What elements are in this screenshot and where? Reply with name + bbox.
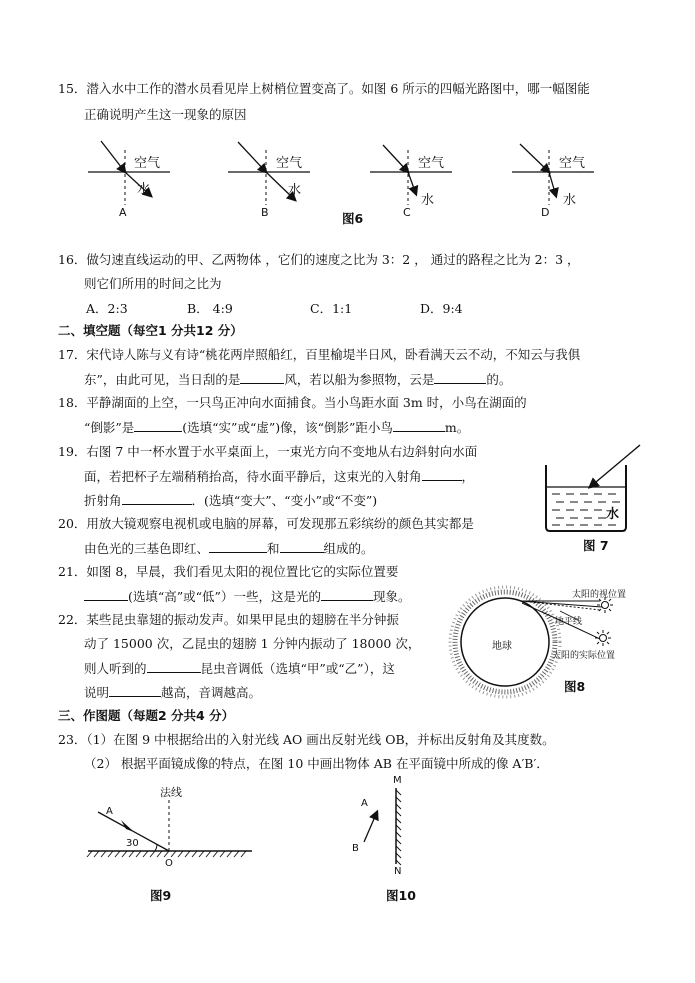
fig10-point-b: B <box>352 843 359 854</box>
q16-line2: 则它们所用的时间之比为 <box>84 276 222 291</box>
q17-text-b: 风，若以船为参照物，云是 <box>284 372 435 387</box>
q23-line2: （2） 根据平面镜成像的特点，在图 10 中画出物体 AB 在平面镜中所成的像 A′B′． <box>84 756 549 771</box>
q19-line1: 19．右图 7 中一杯水置于水平桌面上，一束光方向不变地从右边斜射向水面 <box>58 444 478 459</box>
q18-text-b: (选填“实”或“虚”)像，该“倒影”距小鸟 <box>182 420 393 435</box>
fig6-c-water: 水 <box>421 193 435 208</box>
fig9-caption: 图9 <box>150 888 172 903</box>
q20-text-c: 组成的。 <box>323 541 374 556</box>
section-2-heading: 二、填空题（每空1 分共12 分） <box>58 323 243 338</box>
fig6-b-water: 水 <box>288 183 302 198</box>
fig6-a-air: 空气 <box>134 156 161 171</box>
fig8-earth-label: 地球 <box>492 641 512 652</box>
q17-text-c: 的。 <box>486 372 512 387</box>
fig6-d-label: D <box>541 206 550 219</box>
q23-line1: 23．（1）在图 9 中根据给出的入射光线 AO 画出反射光线 OB，并标出反射角及其度数。 <box>58 732 555 747</box>
q16-option-c: C．1:1 <box>310 301 353 316</box>
q19-text-c: 折射角 <box>84 493 122 508</box>
q22-text-b: 昆虫音调低（选填“甲”或“乙”），这 <box>200 661 395 676</box>
q19-text-d: ．(选填“变大”、“变小”或“不变”) <box>191 493 378 508</box>
q16-option-d: D．9:4 <box>420 301 463 316</box>
q18-text-a: “倒影”是 <box>84 420 135 435</box>
q16-option-b: B． 4:9 <box>187 301 233 316</box>
fig6-b-label: B <box>261 206 269 219</box>
fig6-d-water: 水 <box>563 193 577 208</box>
fig10-caption: 图10 <box>386 888 416 903</box>
q16-option-a: A．2:3 <box>86 301 128 316</box>
q22-text-a: 则人听到的 <box>84 661 147 676</box>
q15-line2: 正确说明产生这一现象的原因 <box>84 107 247 122</box>
fig8-apparent-label: 太阳的视位置 <box>572 590 627 600</box>
fig8-horizon-label: 地平线 <box>555 617 583 627</box>
fig8-caption: 图8 <box>564 679 586 694</box>
fig6-d-air: 空气 <box>559 156 586 171</box>
q22-line2: 动了 15000 次，乙昆虫的翅膀 1 分钟内振动了 18000 次， <box>84 636 421 651</box>
q16-line1: 16．做匀速直线运动的甲、乙两物体 ，它们的速度之比为 3：2 ， 通过的路程之比为 2：3 ， <box>58 252 580 267</box>
q18-line1: 18．平静湖面的上空，一只鸟正冲向水面捕食。当小鸟距水面 3m 时，小鸟在湖面的 <box>58 395 527 410</box>
fig10-point-n: N <box>394 866 402 877</box>
q18-text-c: m。 <box>444 420 470 435</box>
fig9-normal-label: 法线 <box>160 786 182 799</box>
q17-line1: 17．宋代诗人陈与义有诗“桃花两岸照船红，百里榆堤半日风，卧看满天云不动，不知云与我俱 <box>58 347 581 362</box>
fig9-point-o: O <box>165 858 173 869</box>
q22-line1: 22．某些昆虫靠翅的振动发声。如果甲昆虫的翅膀在半分钟振 <box>58 612 399 627</box>
fig9-angle-label: 30 <box>126 838 139 849</box>
q20-text-a: 由色光的三基色即红、 <box>84 541 210 556</box>
q20-text-b: 和 <box>267 541 280 556</box>
fig6-c-air: 空气 <box>418 156 445 171</box>
q17-text-a: 东”，由此可见，当日刮的是 <box>84 372 241 387</box>
section-3-heading: 三、作图题（每题2 分共4 分） <box>58 708 235 723</box>
q15-line1: 15．潜入水中工作的潜水员看见岸上树梢位置变高了。如图 6 所示的四幅光路图中，哪一幅图能 <box>58 81 590 96</box>
fig6-a-label: A <box>119 206 127 219</box>
q20-line1: 20．用放大镜观察电视机或电脑的屏幕，可发现那五彩缤纷的颜色其实都是 <box>58 516 474 531</box>
fig6-caption: 图6 <box>342 211 364 226</box>
q21-text-b: 现象。 <box>372 589 411 604</box>
q19-text-b: ， <box>461 469 475 484</box>
fig7-water-label: 水 <box>606 507 620 522</box>
fig6-b-air: 空气 <box>276 156 303 171</box>
q19-text-a: 面，若把杯子左端稍稍抬高，待水面平静后，这束光的入射角 <box>84 469 422 484</box>
q21-text-a: (选填“高”或“低”）一些，这是光的 <box>128 589 321 604</box>
q21-line1: 21．如图 8，早晨，我们看见太阳的视位置比它的实际位置要 <box>58 564 399 579</box>
fig6-c-label: C <box>403 206 411 219</box>
fig10-point-m: M <box>393 775 402 786</box>
fig9-point-a: A <box>106 806 113 817</box>
fig6-a-water: 水 <box>137 182 151 197</box>
q22-text-d: 越高，音调越高。 <box>161 685 262 700</box>
q22-text-c: 说明 <box>84 685 110 700</box>
fig8-actual-label: 太阳的实际位置 <box>552 651 616 661</box>
fig10-point-a: A <box>361 798 368 809</box>
fig7-caption: 图 7 <box>583 538 609 553</box>
